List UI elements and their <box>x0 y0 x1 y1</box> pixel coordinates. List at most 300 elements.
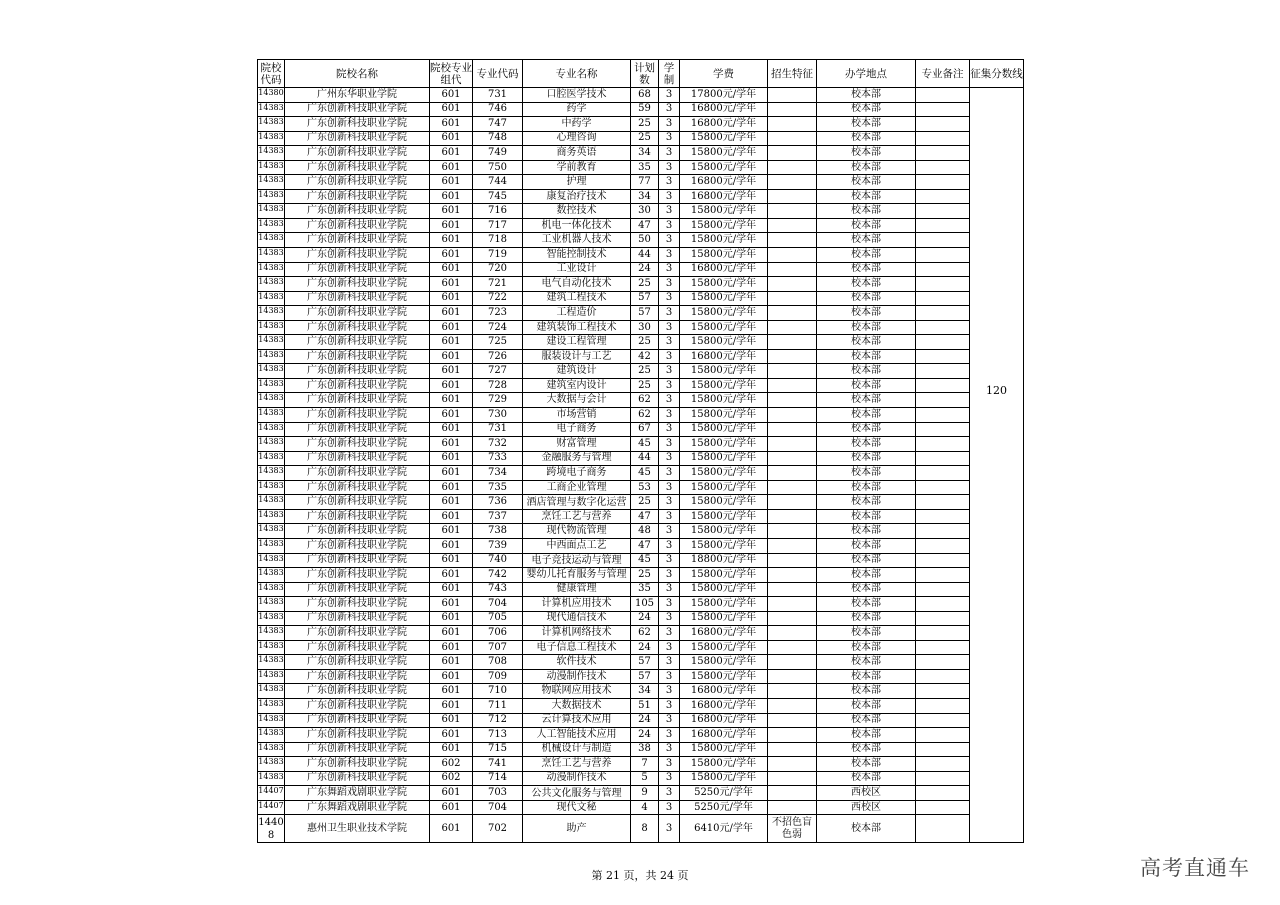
cell-enroll-feature <box>768 495 817 510</box>
cell-school-name: 广东创新科技职业学院 <box>285 160 430 175</box>
cell-group-code: 601 <box>430 815 473 843</box>
cell-group-code: 601 <box>430 669 473 684</box>
cell-major-code: 728 <box>473 378 523 393</box>
cell-major-name: 大数据技术 <box>523 698 631 713</box>
cell-duration: 3 <box>659 189 680 204</box>
cell-tuition: 15800元/学年 <box>680 335 768 350</box>
cell-major-note <box>916 480 970 495</box>
cell-campus: 校本部 <box>817 437 916 452</box>
table-row <box>258 88 1024 103</box>
cell-plan-count: 51 <box>631 698 659 713</box>
cell-school-name: 广东创新科技职业学院 <box>285 378 430 393</box>
cell-enroll-feature <box>768 509 817 524</box>
cell-school-name: 广东创新科技职业学院 <box>285 248 430 263</box>
cell-duration: 3 <box>659 698 680 713</box>
table-row <box>258 466 1024 481</box>
cell-duration: 3 <box>659 626 680 641</box>
cell-major-name: 财富管理 <box>523 437 631 452</box>
cell-major-code: 708 <box>473 655 523 670</box>
cell-major-name: 电子信息工程技术 <box>523 640 631 655</box>
cell-enroll-feature <box>768 597 817 612</box>
cell-school-code: 14383 <box>258 582 285 597</box>
cell-group-code: 601 <box>430 277 473 292</box>
cell-major-name: 心理咨询 <box>523 131 631 146</box>
cell-group-code: 601 <box>430 626 473 641</box>
cell-enroll-feature <box>768 175 817 190</box>
cell-school-name: 广东创新科技职业学院 <box>285 684 430 699</box>
cell-school-code: 14383 <box>258 698 285 713</box>
cell-major-note <box>916 669 970 684</box>
cell-duration: 3 <box>659 349 680 364</box>
cell-major-note <box>916 102 970 117</box>
cell-tuition: 15800元/学年 <box>680 146 768 161</box>
watermark-logo: 高考直通车 <box>1140 856 1250 880</box>
table-row <box>258 655 1024 670</box>
cell-campus: 校本部 <box>817 364 916 379</box>
cell-school-name: 广东创新科技职业学院 <box>285 728 430 743</box>
table-row <box>258 218 1024 233</box>
cell-tuition: 15800元/学年 <box>680 364 768 379</box>
cell-tuition: 17800元/学年 <box>680 88 768 103</box>
cell-school-name: 惠州卫生职业技术学院 <box>285 815 430 843</box>
cell-plan-count: 34 <box>631 189 659 204</box>
cell-campus: 校本部 <box>817 524 916 539</box>
cell-school-name: 广东创新科技职业学院 <box>285 175 430 190</box>
cell-school-code: 14383 <box>258 713 285 728</box>
cell-tuition: 16800元/学年 <box>680 684 768 699</box>
cell-major-note <box>916 684 970 699</box>
table-row <box>258 146 1024 161</box>
cell-tuition: 15800元/学年 <box>680 277 768 292</box>
table-row <box>258 553 1024 568</box>
cell-group-code: 601 <box>430 538 473 553</box>
cell-campus: 西校区 <box>817 800 916 815</box>
cell-school-code: 14383 <box>258 248 285 263</box>
cell-campus: 校本部 <box>817 582 916 597</box>
cell-duration: 3 <box>659 611 680 626</box>
cell-school-name: 广东创新科技职业学院 <box>285 233 430 248</box>
cell-campus: 校本部 <box>817 306 916 321</box>
cell-school-code: 14383 <box>258 451 285 466</box>
cell-campus: 校本部 <box>817 684 916 699</box>
cell-duration: 3 <box>659 655 680 670</box>
cell-campus: 校本部 <box>817 102 916 117</box>
cell-major-code: 710 <box>473 684 523 699</box>
cell-school-code: 14383 <box>258 408 285 423</box>
cell-enroll-feature <box>768 771 817 786</box>
cell-duration: 3 <box>659 553 680 568</box>
cell-school-code: 14383 <box>258 204 285 219</box>
cell-duration: 3 <box>659 160 680 175</box>
cell-major-code: 720 <box>473 262 523 277</box>
cell-major-name: 现代通信技术 <box>523 611 631 626</box>
cell-group-code: 601 <box>430 524 473 539</box>
cell-enroll-feature <box>768 713 817 728</box>
cell-school-code: 14383 <box>258 218 285 233</box>
cell-plan-count: 105 <box>631 597 659 612</box>
cell-school-name: 广东创新科技职业学院 <box>285 102 430 117</box>
table-row <box>258 131 1024 146</box>
cell-school-name: 广东创新科技职业学院 <box>285 713 430 728</box>
cell-tuition: 5250元/学年 <box>680 800 768 815</box>
cell-enroll-feature <box>768 189 817 204</box>
cell-tuition: 16800元/学年 <box>680 349 768 364</box>
cell-enroll-feature <box>768 248 817 263</box>
cell-campus: 校本部 <box>817 277 916 292</box>
cell-major-name: 酒店管理与数字化运营 <box>523 495 631 510</box>
cell-school-code: 14383 <box>258 553 285 568</box>
cell-major-note <box>916 451 970 466</box>
cell-major-code: 745 <box>473 189 523 204</box>
cell-major-code: 711 <box>473 698 523 713</box>
cell-major-note <box>916 320 970 335</box>
cell-tuition: 15800元/学年 <box>680 204 768 219</box>
cell-enroll-feature <box>768 538 817 553</box>
cell-tuition: 15800元/学年 <box>680 218 768 233</box>
cell-plan-count: 25 <box>631 335 659 350</box>
cell-school-name: 广东创新科技职业学院 <box>285 640 430 655</box>
cell-group-code: 601 <box>430 364 473 379</box>
cell-plan-count: 25 <box>631 495 659 510</box>
table-row <box>258 262 1024 277</box>
cell-school-code: 14383 <box>258 306 285 321</box>
cell-duration: 3 <box>659 306 680 321</box>
cell-duration: 3 <box>659 524 680 539</box>
cell-duration: 3 <box>659 320 680 335</box>
cell-campus: 校本部 <box>817 291 916 306</box>
cell-major-note <box>916 422 970 437</box>
cell-school-name: 广东创新科技职业学院 <box>285 553 430 568</box>
cell-major-note <box>916 248 970 263</box>
cell-major-code: 702 <box>473 815 523 843</box>
cell-duration: 3 <box>659 597 680 612</box>
cell-plan-count: 53 <box>631 480 659 495</box>
cell-tuition: 16800元/学年 <box>680 189 768 204</box>
cell-plan-count: 30 <box>631 320 659 335</box>
cell-duration: 3 <box>659 277 680 292</box>
cell-major-name: 公共文化服务与管理 <box>523 786 631 801</box>
cell-major-note <box>916 713 970 728</box>
cell-school-name: 广东创新科技职业学院 <box>285 393 430 408</box>
cell-tuition: 15800元/学年 <box>680 291 768 306</box>
cell-major-code: 746 <box>473 102 523 117</box>
cell-major-note <box>916 175 970 190</box>
cell-major-note <box>916 378 970 393</box>
cell-school-name: 广东创新科技职业学院 <box>285 611 430 626</box>
cell-campus: 校本部 <box>817 393 916 408</box>
cell-plan-count: 47 <box>631 509 659 524</box>
cell-school-code: 14383 <box>258 146 285 161</box>
cell-group-code: 601 <box>430 102 473 117</box>
cell-major-note <box>916 582 970 597</box>
cell-enroll-feature <box>768 422 817 437</box>
cell-major-name: 机电一体化技术 <box>523 218 631 233</box>
cell-school-code: 14383 <box>258 349 285 364</box>
cell-campus: 西校区 <box>817 786 916 801</box>
cell-major-note <box>916 393 970 408</box>
cell-group-code: 601 <box>430 553 473 568</box>
table-row <box>258 611 1024 626</box>
cell-campus: 校本部 <box>817 611 916 626</box>
cell-group-code: 602 <box>430 757 473 772</box>
cell-enroll-feature <box>768 466 817 481</box>
cell-group-code: 601 <box>430 393 473 408</box>
cell-duration: 3 <box>659 669 680 684</box>
cell-group-code: 601 <box>430 88 473 103</box>
cell-campus: 校本部 <box>817 728 916 743</box>
cell-duration: 3 <box>659 102 680 117</box>
cell-school-code: 14383 <box>258 640 285 655</box>
cell-major-code: 725 <box>473 335 523 350</box>
cell-school-code: 14383 <box>258 131 285 146</box>
cell-enroll-feature <box>768 655 817 670</box>
table-row <box>258 306 1024 321</box>
cell-enroll-feature <box>768 451 817 466</box>
cell-major-name: 婴幼儿托育服务与管理 <box>523 568 631 583</box>
cell-duration: 3 <box>659 437 680 452</box>
cell-duration: 3 <box>659 728 680 743</box>
table-row <box>258 175 1024 190</box>
cell-group-code: 601 <box>430 131 473 146</box>
cell-school-name: 广东创新科技职业学院 <box>285 757 430 772</box>
cell-tuition: 15800元/学年 <box>680 480 768 495</box>
cell-duration: 3 <box>659 262 680 277</box>
cell-major-note <box>916 640 970 655</box>
cell-enroll-feature <box>768 378 817 393</box>
table-row <box>258 684 1024 699</box>
column-header: 专业备注 <box>916 60 970 88</box>
cell-duration: 3 <box>659 117 680 132</box>
cell-tuition: 15800元/学年 <box>680 248 768 263</box>
cell-major-code: 709 <box>473 669 523 684</box>
cell-school-code: 14383 <box>258 102 285 117</box>
cell-tuition: 15800元/学年 <box>680 582 768 597</box>
table-row <box>258 349 1024 364</box>
cell-group-code: 601 <box>430 611 473 626</box>
cell-major-note <box>916 349 970 364</box>
cell-duration: 3 <box>659 684 680 699</box>
cell-major-note <box>916 146 970 161</box>
cell-plan-count: 25 <box>631 568 659 583</box>
cell-campus: 校本部 <box>817 248 916 263</box>
cell-major-note <box>916 306 970 321</box>
cell-school-code: 14383 <box>258 728 285 743</box>
cell-enroll-feature <box>768 393 817 408</box>
cell-plan-count: 35 <box>631 160 659 175</box>
cell-school-code: 14383 <box>258 771 285 786</box>
table-row <box>258 669 1024 684</box>
table-row <box>258 524 1024 539</box>
cell-plan-count: 44 <box>631 451 659 466</box>
cell-major-name: 中药学 <box>523 117 631 132</box>
cell-school-code: 14383 <box>258 597 285 612</box>
cell-tuition: 6410元/学年 <box>680 815 768 843</box>
cell-enroll-feature: 不招色盲色弱 <box>768 815 817 843</box>
cell-enroll-feature <box>768 698 817 713</box>
cell-major-note <box>916 466 970 481</box>
cell-major-name: 智能控制技术 <box>523 248 631 263</box>
cell-tuition: 15800元/学年 <box>680 538 768 553</box>
column-header: 院校名称 <box>285 60 430 88</box>
cell-tuition: 16800元/学年 <box>680 102 768 117</box>
cell-group-code: 601 <box>430 800 473 815</box>
table-row <box>258 320 1024 335</box>
cell-school-code: 14383 <box>258 437 285 452</box>
cell-school-name: 广东创新科技职业学院 <box>285 291 430 306</box>
table-row <box>258 640 1024 655</box>
cell-tuition: 15800元/学年 <box>680 568 768 583</box>
cell-school-name: 广东创新科技职业学院 <box>285 451 430 466</box>
page-number: 第 21 页，共 24 页 <box>591 869 689 882</box>
cell-group-code: 601 <box>430 466 473 481</box>
cell-campus: 校本部 <box>817 422 916 437</box>
table-row <box>258 495 1024 510</box>
table-row <box>258 742 1024 757</box>
cell-tuition: 15800元/学年 <box>680 160 768 175</box>
cell-school-name: 广东创新科技职业学院 <box>285 742 430 757</box>
table-body <box>258 88 1024 843</box>
cell-major-name: 电子商务 <box>523 422 631 437</box>
cell-group-code: 601 <box>430 349 473 364</box>
cell-major-name: 建筑工程技术 <box>523 291 631 306</box>
cell-enroll-feature <box>768 306 817 321</box>
cell-tuition: 15800元/学年 <box>680 495 768 510</box>
cell-school-code: 14383 <box>258 160 285 175</box>
table-row <box>258 291 1024 306</box>
cell-group-code: 601 <box>430 437 473 452</box>
cell-major-name: 学前教育 <box>523 160 631 175</box>
cell-school-name: 广州东华职业学院 <box>285 88 430 103</box>
cell-enroll-feature <box>768 160 817 175</box>
cell-major-note <box>916 131 970 146</box>
cell-major-code: 704 <box>473 597 523 612</box>
cell-campus: 校本部 <box>817 597 916 612</box>
cell-duration: 3 <box>659 146 680 161</box>
cell-major-name: 现代文秘 <box>523 800 631 815</box>
cell-major-code: 729 <box>473 393 523 408</box>
cell-major-name: 助产 <box>523 815 631 843</box>
cell-plan-count: 25 <box>631 131 659 146</box>
cell-group-code: 601 <box>430 713 473 728</box>
cell-school-code: 14383 <box>258 568 285 583</box>
table-row <box>258 582 1024 597</box>
cell-enroll-feature <box>768 437 817 452</box>
column-header: 计划数 <box>631 60 659 88</box>
cell-major-name: 电子竞技运动与管理 <box>523 553 631 568</box>
cell-school-code: 14383 <box>258 538 285 553</box>
cell-school-name: 广东创新科技职业学院 <box>285 277 430 292</box>
cell-school-code: 14383 <box>258 364 285 379</box>
cell-campus: 校本部 <box>817 88 916 103</box>
cell-plan-count: 25 <box>631 117 659 132</box>
cell-duration: 3 <box>659 742 680 757</box>
cell-major-note <box>916 437 970 452</box>
cell-school-code: 14383 <box>258 175 285 190</box>
cell-duration: 3 <box>659 800 680 815</box>
cell-duration: 3 <box>659 495 680 510</box>
cell-school-code: 14407 <box>258 786 285 801</box>
cell-school-name: 广东创新科技职业学院 <box>285 204 430 219</box>
cell-campus: 校本部 <box>817 378 916 393</box>
cell-school-code: 14380 <box>258 88 285 103</box>
cell-major-name: 建设工程管理 <box>523 335 631 350</box>
cell-group-code: 601 <box>430 698 473 713</box>
cell-major-note <box>916 815 970 843</box>
table-row <box>258 160 1024 175</box>
cell-major-code: 732 <box>473 437 523 452</box>
table-row <box>258 408 1024 423</box>
cell-tuition: 15800元/学年 <box>680 131 768 146</box>
cell-group-code: 601 <box>430 451 473 466</box>
cell-major-code: 715 <box>473 742 523 757</box>
table-row <box>258 393 1024 408</box>
cell-tuition: 16800元/学年 <box>680 175 768 190</box>
cell-enroll-feature <box>768 582 817 597</box>
cell-group-code: 602 <box>430 771 473 786</box>
cell-tuition: 15800元/学年 <box>680 597 768 612</box>
cell-group-code: 601 <box>430 378 473 393</box>
table-row <box>258 626 1024 641</box>
cell-enroll-feature <box>768 611 817 626</box>
cell-plan-count: 5 <box>631 771 659 786</box>
cell-tuition: 15800元/学年 <box>680 422 768 437</box>
cell-enroll-feature <box>768 524 817 539</box>
cell-group-code: 601 <box>430 291 473 306</box>
cell-group-code: 601 <box>430 233 473 248</box>
table-row <box>258 568 1024 583</box>
table-row <box>258 248 1024 263</box>
cell-duration: 3 <box>659 815 680 843</box>
table-row <box>258 117 1024 132</box>
cell-group-code: 601 <box>430 684 473 699</box>
cell-major-name: 健康管理 <box>523 582 631 597</box>
cell-major-code: 724 <box>473 320 523 335</box>
cell-duration: 3 <box>659 713 680 728</box>
cell-major-code: 706 <box>473 626 523 641</box>
cell-tuition: 16800元/学年 <box>680 117 768 132</box>
cell-major-code: 707 <box>473 640 523 655</box>
table-row <box>258 233 1024 248</box>
table-header <box>258 60 1024 88</box>
cell-school-name: 广东舞蹈戏剧职业学院 <box>285 786 430 801</box>
cell-school-code: 14383 <box>258 626 285 641</box>
cell-major-name: 工业设计 <box>523 262 631 277</box>
cell-school-code: 14383 <box>258 480 285 495</box>
cell-enroll-feature <box>768 204 817 219</box>
cell-campus: 校本部 <box>817 815 916 843</box>
cell-school-code: 14383 <box>258 611 285 626</box>
cell-group-code: 601 <box>430 655 473 670</box>
cell-major-code: 719 <box>473 248 523 263</box>
table-row <box>258 204 1024 219</box>
cell-school-code: 14383 <box>258 277 285 292</box>
cell-plan-count: 24 <box>631 713 659 728</box>
cell-school-code: 14383 <box>258 233 285 248</box>
cell-plan-count: 25 <box>631 277 659 292</box>
cell-duration: 3 <box>659 480 680 495</box>
cell-plan-count: 8 <box>631 815 659 843</box>
cell-major-note <box>916 218 970 233</box>
cell-group-code: 601 <box>430 742 473 757</box>
cell-major-code: 731 <box>473 422 523 437</box>
cell-campus: 校本部 <box>817 146 916 161</box>
cell-duration: 3 <box>659 378 680 393</box>
cell-group-code: 601 <box>430 568 473 583</box>
cell-major-code: 748 <box>473 131 523 146</box>
cell-school-code: 14383 <box>258 757 285 772</box>
cell-major-note <box>916 408 970 423</box>
cell-duration: 3 <box>659 466 680 481</box>
